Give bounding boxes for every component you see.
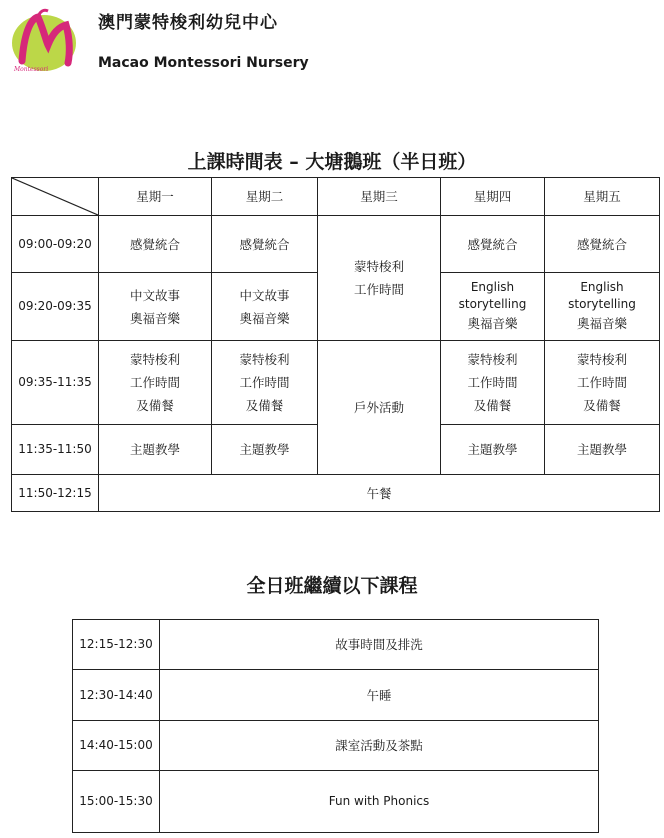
- cell-line: 蒙特梭利: [353, 259, 404, 274]
- logo-text: Montessori: [14, 66, 49, 73]
- time-cell: 15:00-15:30: [73, 771, 160, 833]
- activity-cell: [441, 341, 545, 425]
- time-cell: 11:50-12:15: [12, 475, 99, 512]
- cell-line: 蒙特梭利: [576, 352, 627, 367]
- school-name-english: Macao Montessori Nursery: [98, 55, 309, 71]
- activity-cell: 感覺統合: [545, 216, 660, 273]
- table-row: [73, 771, 599, 833]
- cell-line: storytelling: [568, 296, 636, 311]
- cell-line: English: [580, 279, 624, 294]
- full-day-schedule-table: [72, 619, 599, 833]
- cell-line: 蒙特梭利: [239, 352, 290, 367]
- cell-line: 奧福音樂: [576, 315, 627, 331]
- table-header-row: [12, 178, 660, 216]
- cell-line: 及備餐: [136, 398, 174, 413]
- day-header-wednesday: 星期三: [318, 178, 441, 216]
- cell-line: 蒙特梭利: [467, 352, 518, 367]
- time-cell: 09:00-09:20: [12, 216, 99, 273]
- activity-cell: 感覺統合: [441, 216, 545, 273]
- activity-cell: 午睡: [160, 670, 599, 721]
- table-row: [73, 721, 599, 771]
- activity-cell: 主題教學: [212, 425, 318, 475]
- time-cell: 12:30-14:40: [73, 670, 160, 721]
- time-cell: 09:20-09:35: [12, 273, 99, 341]
- activity-cell: 感覺統合: [212, 216, 318, 273]
- activity-cell: [545, 273, 660, 341]
- cell-line: 奧福音樂: [467, 315, 518, 331]
- activity-cell: [99, 273, 212, 341]
- lunch-cell: 午餐: [99, 475, 660, 512]
- cell-line: 工作時間: [129, 375, 180, 390]
- activity-cell: 故事時間及排洗: [160, 620, 599, 670]
- half-day-schedule-table: [11, 177, 660, 512]
- activity-cell: 感覺統合: [99, 216, 212, 273]
- day-header-thursday: 星期四: [441, 178, 545, 216]
- table-row: [12, 216, 660, 273]
- activity-cell: 主題教學: [545, 425, 660, 475]
- activity-cell: [99, 341, 212, 425]
- cell-line: 及備餐: [473, 398, 512, 413]
- cell-line: 工作時間: [353, 282, 404, 297]
- cell-line: 中文故事: [239, 287, 290, 303]
- time-cell: 14:40-15:00: [73, 721, 160, 771]
- cell-line: English: [470, 279, 515, 294]
- cell-line: 蒙特梭利: [129, 352, 180, 367]
- time-cell: 11:35-11:50: [12, 425, 99, 475]
- cell-line: 及備餐: [583, 398, 621, 413]
- school-logo: [8, 5, 86, 73]
- time-cell: 09:35-11:35: [12, 341, 99, 425]
- activity-cell: [212, 273, 318, 341]
- full-day-title: 全日班繼續以下課程: [246, 575, 418, 597]
- corner-cell: [12, 178, 99, 216]
- cell-line: 及備餐: [245, 398, 284, 413]
- activity-cell: 主題教學: [441, 425, 545, 475]
- schedule-title: 上課時間表 – 大塘鵝班（半日班）: [187, 151, 477, 173]
- day-header-tuesday: 星期二: [212, 178, 318, 216]
- wednesday-montessori-cell: [318, 216, 441, 341]
- table-row: [73, 620, 599, 670]
- activity-cell: Fun with Phonics: [160, 771, 599, 833]
- cell-line: 奧福音樂: [129, 310, 180, 326]
- activity-cell: [212, 341, 318, 425]
- activity-cell: [441, 273, 545, 341]
- activity-cell: [545, 341, 660, 425]
- wednesday-outdoor-cell: 戶外活動: [318, 341, 441, 475]
- cell-line: 中文故事: [129, 287, 180, 303]
- cell-line: 工作時間: [239, 375, 290, 390]
- time-cell: 12:15-12:30: [73, 620, 160, 670]
- table-row: [12, 475, 660, 512]
- activity-cell: 課室活動及茶點: [160, 721, 599, 771]
- cell-line: storytelling: [458, 296, 527, 311]
- cell-line: 工作時間: [467, 375, 518, 390]
- activity-cell: 主題教學: [99, 425, 212, 475]
- school-name-chinese: 澳門蒙特梭利幼兒中心: [98, 13, 278, 33]
- table-row: [12, 341, 660, 425]
- cell-line: 奧福音樂: [239, 310, 290, 326]
- table-row: [73, 670, 599, 721]
- day-header-monday: 星期一: [99, 178, 212, 216]
- day-header-friday: 星期五: [545, 178, 660, 216]
- cell-line: 工作時間: [576, 375, 627, 390]
